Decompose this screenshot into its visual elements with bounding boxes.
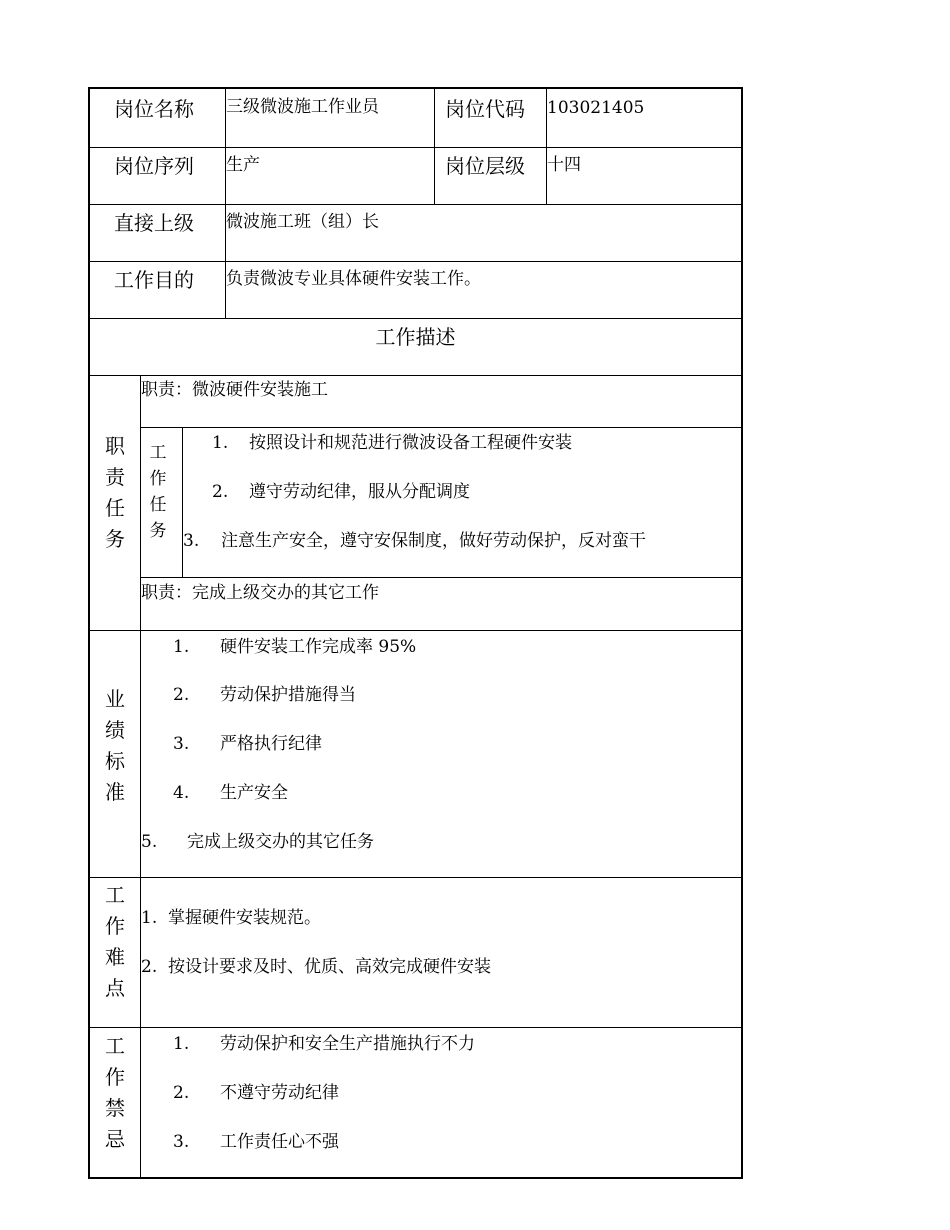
level-value: 十四 (547, 155, 581, 175)
duty-2: 职责：完成上级交办的其它工作 (141, 583, 379, 603)
prohibitions-label: 工作禁忌 (105, 1034, 125, 1151)
prohibition-2-number: 2. (173, 1083, 190, 1103)
row-divider (140, 577, 741, 578)
performance-label: 业绩标准 (105, 687, 125, 804)
difficulty-2-number: 2. (141, 957, 158, 977)
difficulty-1-text: 掌握硬件安装规范。 (168, 908, 321, 928)
sequence-value: 生产 (226, 155, 260, 175)
supervisor-value: 微波施工班（组）长 (226, 212, 379, 232)
position-name-value: 三级微波施工作业员 (226, 97, 379, 117)
performance-1-number: 1. (173, 637, 190, 657)
job-description-table (88, 87, 743, 1179)
row-divider (90, 1027, 741, 1028)
position-code-value: 103021405 (547, 98, 645, 118)
performance-5-number: 5. (141, 832, 158, 852)
row-divider (90, 261, 741, 262)
supervisor-label: 直接上级 (114, 211, 194, 235)
col-divider (182, 427, 183, 577)
performance-3-number: 3. (173, 734, 190, 754)
prohibition-3-text: 工作责任心不强 (220, 1132, 339, 1152)
prohibition-2-text: 不遵守劳动纪律 (220, 1083, 339, 1103)
task-2-text: 遵守劳动纪律，服从分配调度 (249, 482, 470, 502)
col-divider (140, 375, 141, 1177)
performance-1-text: 硬件安装工作完成率 95% (220, 637, 417, 657)
row-divider (90, 630, 741, 631)
performance-4-number: 4. (173, 783, 190, 803)
row-divider (90, 375, 741, 376)
difficulties-label: 工作难点 (105, 883, 125, 1000)
prohibition-3-number: 3. (173, 1132, 190, 1152)
sequence-label: 岗位序列 (114, 154, 194, 178)
performance-3-text: 严格执行纪律 (220, 734, 322, 754)
position-code-label: 岗位代码 (445, 97, 525, 121)
row-divider (90, 147, 741, 148)
purpose-value: 负责微波专业具体硬件安装工作。 (226, 269, 481, 289)
prohibition-1-text: 劳动保护和安全生产措施执行不力 (220, 1034, 475, 1054)
row-divider (90, 877, 741, 878)
difficulty-1-number: 1. (141, 908, 158, 928)
row-divider (90, 318, 741, 319)
task-1-number: 1. (212, 433, 229, 453)
prohibition-1-number: 1. (173, 1034, 190, 1054)
row-divider (140, 427, 741, 428)
row-divider (90, 204, 741, 205)
col-divider (434, 89, 435, 204)
duty-1: 职责：微波硬件安装施工 (141, 380, 328, 400)
purpose-label: 工作目的 (114, 268, 194, 292)
task-3-number: 3. (183, 531, 200, 551)
performance-2-number: 2. (173, 685, 190, 705)
task-1-text: 按照设计和规范进行微波设备工程硬件安装 (249, 433, 572, 453)
task-2-number: 2. (212, 482, 229, 502)
position-name-label: 岗位名称 (114, 97, 194, 121)
task-3-text: 注意生产安全，遵守安保制度，做好劳动保护，反对蛮干 (221, 531, 646, 551)
level-label: 岗位层级 (445, 154, 525, 178)
duties-label: 职责任务 (105, 434, 125, 551)
tasks-label: 工作任务 (149, 443, 167, 541)
performance-4-text: 生产安全 (220, 783, 288, 803)
performance-5-text: 完成上级交办的其它任务 (187, 832, 374, 852)
difficulty-2-text: 按设计要求及时、优质、高效完成硬件安装 (168, 957, 491, 977)
performance-2-text: 劳动保护措施得当 (220, 685, 356, 705)
description-title: 工作描述 (375, 325, 456, 349)
